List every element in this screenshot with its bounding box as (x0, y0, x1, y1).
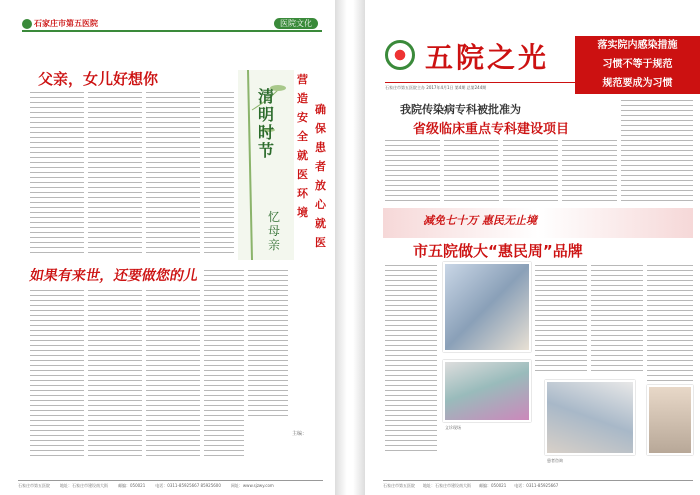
lead-body-col2 (444, 140, 499, 205)
event-photo-consultation (443, 360, 531, 422)
article-body-col2 (88, 92, 142, 257)
footer-hospital: 石家庄市第五医院 (383, 483, 415, 488)
footer-hospital: 石家庄市第五医院 (18, 483, 50, 488)
event-photo-clinic (443, 262, 531, 352)
event-headline: 市五院做大“惠民周”品牌 (413, 242, 583, 260)
kicker-headline: 我院传染病专科被批准为 (400, 103, 521, 116)
lead-body-col5 (621, 100, 693, 205)
masthead-info: 石家庄市第五医院主办 2017年4月1日 第4期 总第244期 (385, 82, 575, 91)
article-body-col3 (146, 92, 200, 257)
event-body-col2 (535, 265, 587, 375)
article-body-col1 (30, 92, 84, 257)
footer-address: 地址：石家庄市建设南大街 (423, 483, 471, 488)
left-page-footer (18, 480, 323, 489)
event-photo-staff (647, 385, 693, 455)
vertical-slogan-environment: 营造安全就医环境 (297, 73, 308, 219)
lead-body-col1 (385, 140, 440, 205)
right-page-footer (383, 480, 693, 489)
hospital-emblem-icon (385, 40, 415, 70)
article2-body-col1 (30, 290, 84, 460)
page-spine (335, 0, 365, 495)
qingming-illustration (238, 70, 294, 260)
article2-body-col5 (248, 270, 288, 420)
banner-text: 减免七十万 惠民无止境 (423, 214, 537, 227)
footer-phone: 电话：0311-85925667 85925600 (155, 483, 221, 488)
footer-postcode: 邮编：050021 (118, 483, 146, 488)
hospital-name-text: 石家庄市第五医院 (34, 19, 98, 28)
left-newspaper-page (0, 0, 335, 495)
headline-box (575, 36, 700, 94)
footer-address: 地址：石家庄市建设南大街 (60, 483, 108, 488)
headline-line-3: 规范要成为习惯 (602, 78, 673, 89)
footer-website: 网址：www.sjzwy.com (230, 483, 274, 488)
main-headline: 省级临床重点专科建设项目 (413, 122, 570, 137)
lead-body-col4 (562, 140, 617, 205)
article-body-col4 (204, 92, 234, 257)
article-title-father: 父亲，女儿好想你 (38, 70, 159, 88)
footer-phone: 电话：0311-85925667 (514, 483, 559, 488)
hospital-logo-icon (22, 19, 32, 29)
photo-caption-1: 义诊现场 (445, 425, 461, 430)
lead-body-col3 (503, 140, 558, 205)
article2-body-col2 (88, 290, 142, 460)
photo-caption-2: 患者咨询 (547, 458, 563, 463)
qingming-title: 清明时节 (258, 87, 275, 160)
masthead-title: 五院之光 (425, 41, 550, 74)
event-body-col3 (591, 265, 643, 375)
headline-line-1: 落实院内感染措施 (597, 40, 678, 51)
left-page-header (22, 18, 322, 32)
headline-line-2: 习惯不等于规范 (602, 59, 673, 70)
article2-body-col3 (146, 290, 200, 460)
right-newspaper-page (365, 0, 700, 495)
event-body-col1 (385, 265, 437, 455)
editor-credit: 主编： (292, 431, 308, 437)
event-photo-crowd (545, 380, 635, 455)
vertical-slogan-patients: 确保患者放心就医 (315, 103, 326, 249)
hospital-name (22, 18, 98, 29)
qingming-subtitle: 忆母亲 (268, 210, 281, 252)
section-badge: 医院文化 (274, 18, 318, 29)
article-title-son: 如果有来世，还要做您的儿 (28, 268, 200, 284)
article2-body-col4 (204, 270, 244, 460)
footer-postcode: 邮编：050021 (479, 483, 507, 488)
